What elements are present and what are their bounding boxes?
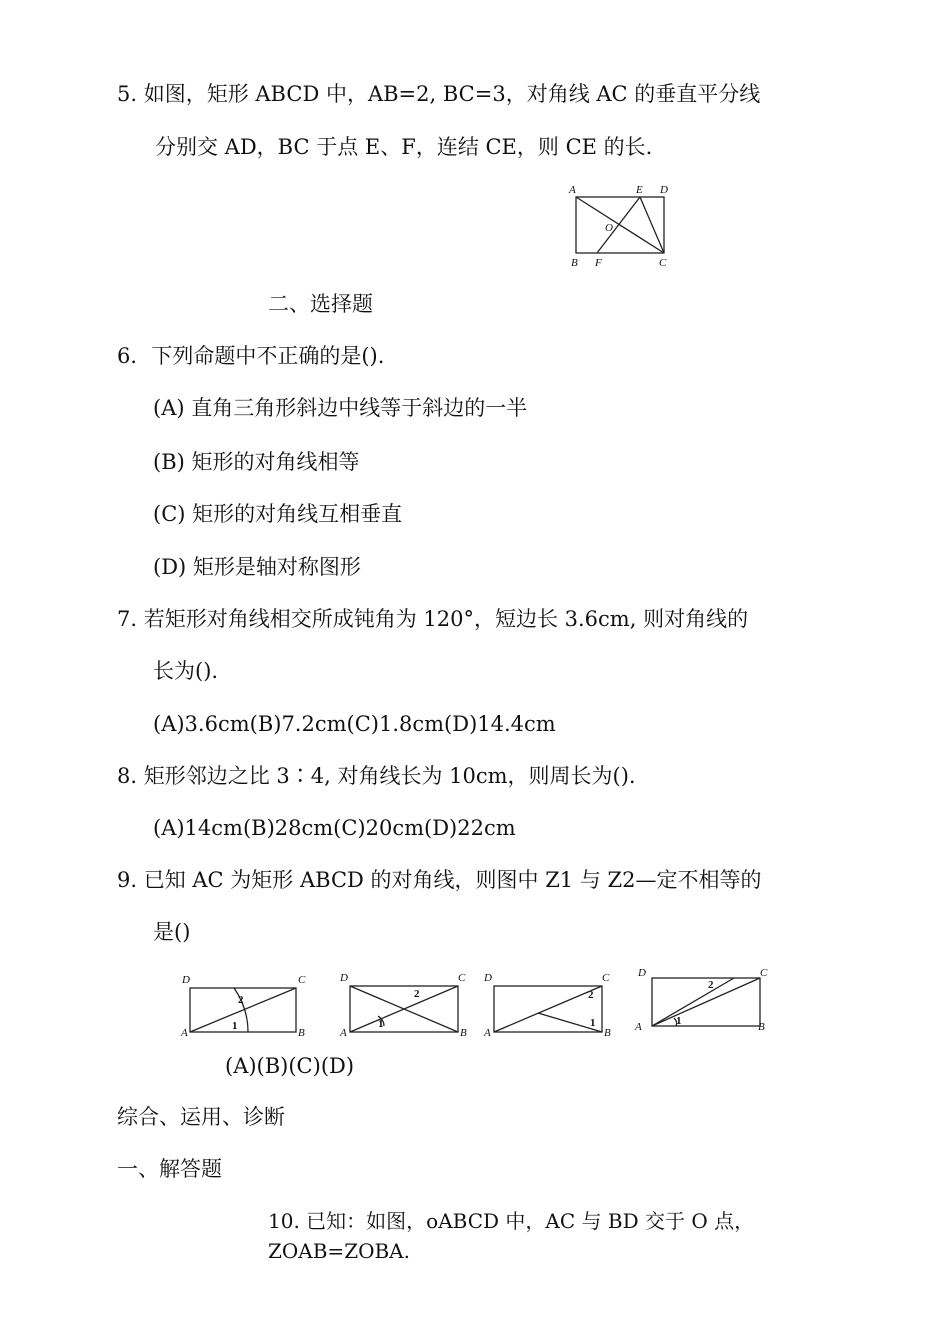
q9b-label-d: D <box>340 972 348 984</box>
q9a-angle-1: 1 <box>232 1020 238 1032</box>
q5-label-d: D <box>660 184 668 196</box>
q9b-label-c: C <box>458 972 466 984</box>
q9-figure-a <box>176 968 314 1040</box>
q5-label-b: B <box>571 257 578 269</box>
q6-option-b: (B) 矩形的对角线相等 <box>153 450 360 474</box>
q5-label-a: A <box>569 184 576 196</box>
q5-rectangle-figure <box>565 180 675 272</box>
q8-stem: 8. 矩形邻边之比 3∶4, 对角线长为 10cm，则周长为(). <box>117 764 636 788</box>
q9d-label-a: A <box>635 1021 642 1033</box>
q5-stem-line1: 5. 如图，矩形 ABCD 中，AB=2, BC=3，对角线 AC 的垂直平分线 <box>117 82 761 106</box>
q8-options: (A)14cm(B)28cm(C)20cm(D)22cm <box>153 816 516 840</box>
q5-label-c: C <box>659 257 667 269</box>
q9a-label-b: B <box>298 1027 305 1039</box>
q5-stem-line2: 分别交 AD，BC 于点 E、F，连结 CE，则 CE 的长. <box>155 135 653 159</box>
section-heading-choice: 二、选择题 <box>268 292 373 316</box>
q9b-angle-2: 2 <box>414 988 420 1000</box>
q7-stem-line2: 长为(). <box>153 659 219 683</box>
q6-option-c: (C) 矩形的对角线互相垂直 <box>153 502 403 526</box>
q9-figure-d <box>630 964 778 1044</box>
q9-stem-line1: 9. 已知 AC 为矩形 ABCD 的对角线，则图中 Z1 与 Z2—定不相等的 <box>117 868 762 892</box>
q9-stem-line2: 是() <box>153 920 191 944</box>
q6-option-a: (A) 直角三角形斜边中线等于斜边的一半 <box>153 396 528 420</box>
q9c-angle-2: 2 <box>588 989 594 1001</box>
section-heading-answer: 一、解答题 <box>117 1157 222 1181</box>
q6-stem: 6．下列命题中不正确的是(). <box>117 344 385 368</box>
q9c-label-d: D <box>484 972 492 984</box>
q9-figure-b <box>334 966 474 1038</box>
q7-options: (A)3.6cm(B)7.2cm(C)1.8cm(D)14.4cm <box>153 712 556 736</box>
section-heading-comprehensive: 综合、运用、诊断 <box>117 1105 285 1129</box>
q9d-angle-2: 2 <box>708 979 714 991</box>
q9a-label-c: C <box>298 974 306 986</box>
q9c-angle-1: 1 <box>590 1017 596 1029</box>
q9a-label-a: A <box>181 1027 188 1039</box>
q9c-label-b: B <box>604 1027 611 1038</box>
q7-stem-line1: 7. 若矩形对角线相交所成钝角为 120°，短边长 3.6cm, 则对角线的 <box>117 607 749 631</box>
q10-stem-line1: 10. 已知：如图，oABCD 中，AC 与 BD 交于 O 点， <box>268 1209 755 1233</box>
q9a-angle-2: 2 <box>238 994 244 1006</box>
q5-label-o: O <box>605 222 613 234</box>
q9b-label-b: B <box>460 1027 467 1038</box>
q5-label-f: F <box>595 257 602 269</box>
q9d-label-c: C <box>760 967 768 979</box>
q9b-label-a: A <box>340 1027 347 1038</box>
q9c-label-c: C <box>602 972 610 984</box>
q6-option-d: (D) 矩形是轴对称图形 <box>153 555 361 579</box>
q9-options: (A)(B)(C)(D) <box>225 1054 355 1078</box>
q9-figure-c <box>478 966 618 1038</box>
q9b-angle-1: 1 <box>378 1018 384 1030</box>
q9d-label-d: D <box>638 967 646 979</box>
q9a-label-d: D <box>182 974 190 986</box>
q10-stem-line2: ZOAB=ZOBA. <box>268 1239 410 1263</box>
q9d-angle-1: 1 <box>676 1015 682 1027</box>
q9c-label-a: A <box>484 1027 491 1038</box>
q5-label-e: E <box>636 184 643 196</box>
q9d-label-b: B <box>758 1021 765 1033</box>
